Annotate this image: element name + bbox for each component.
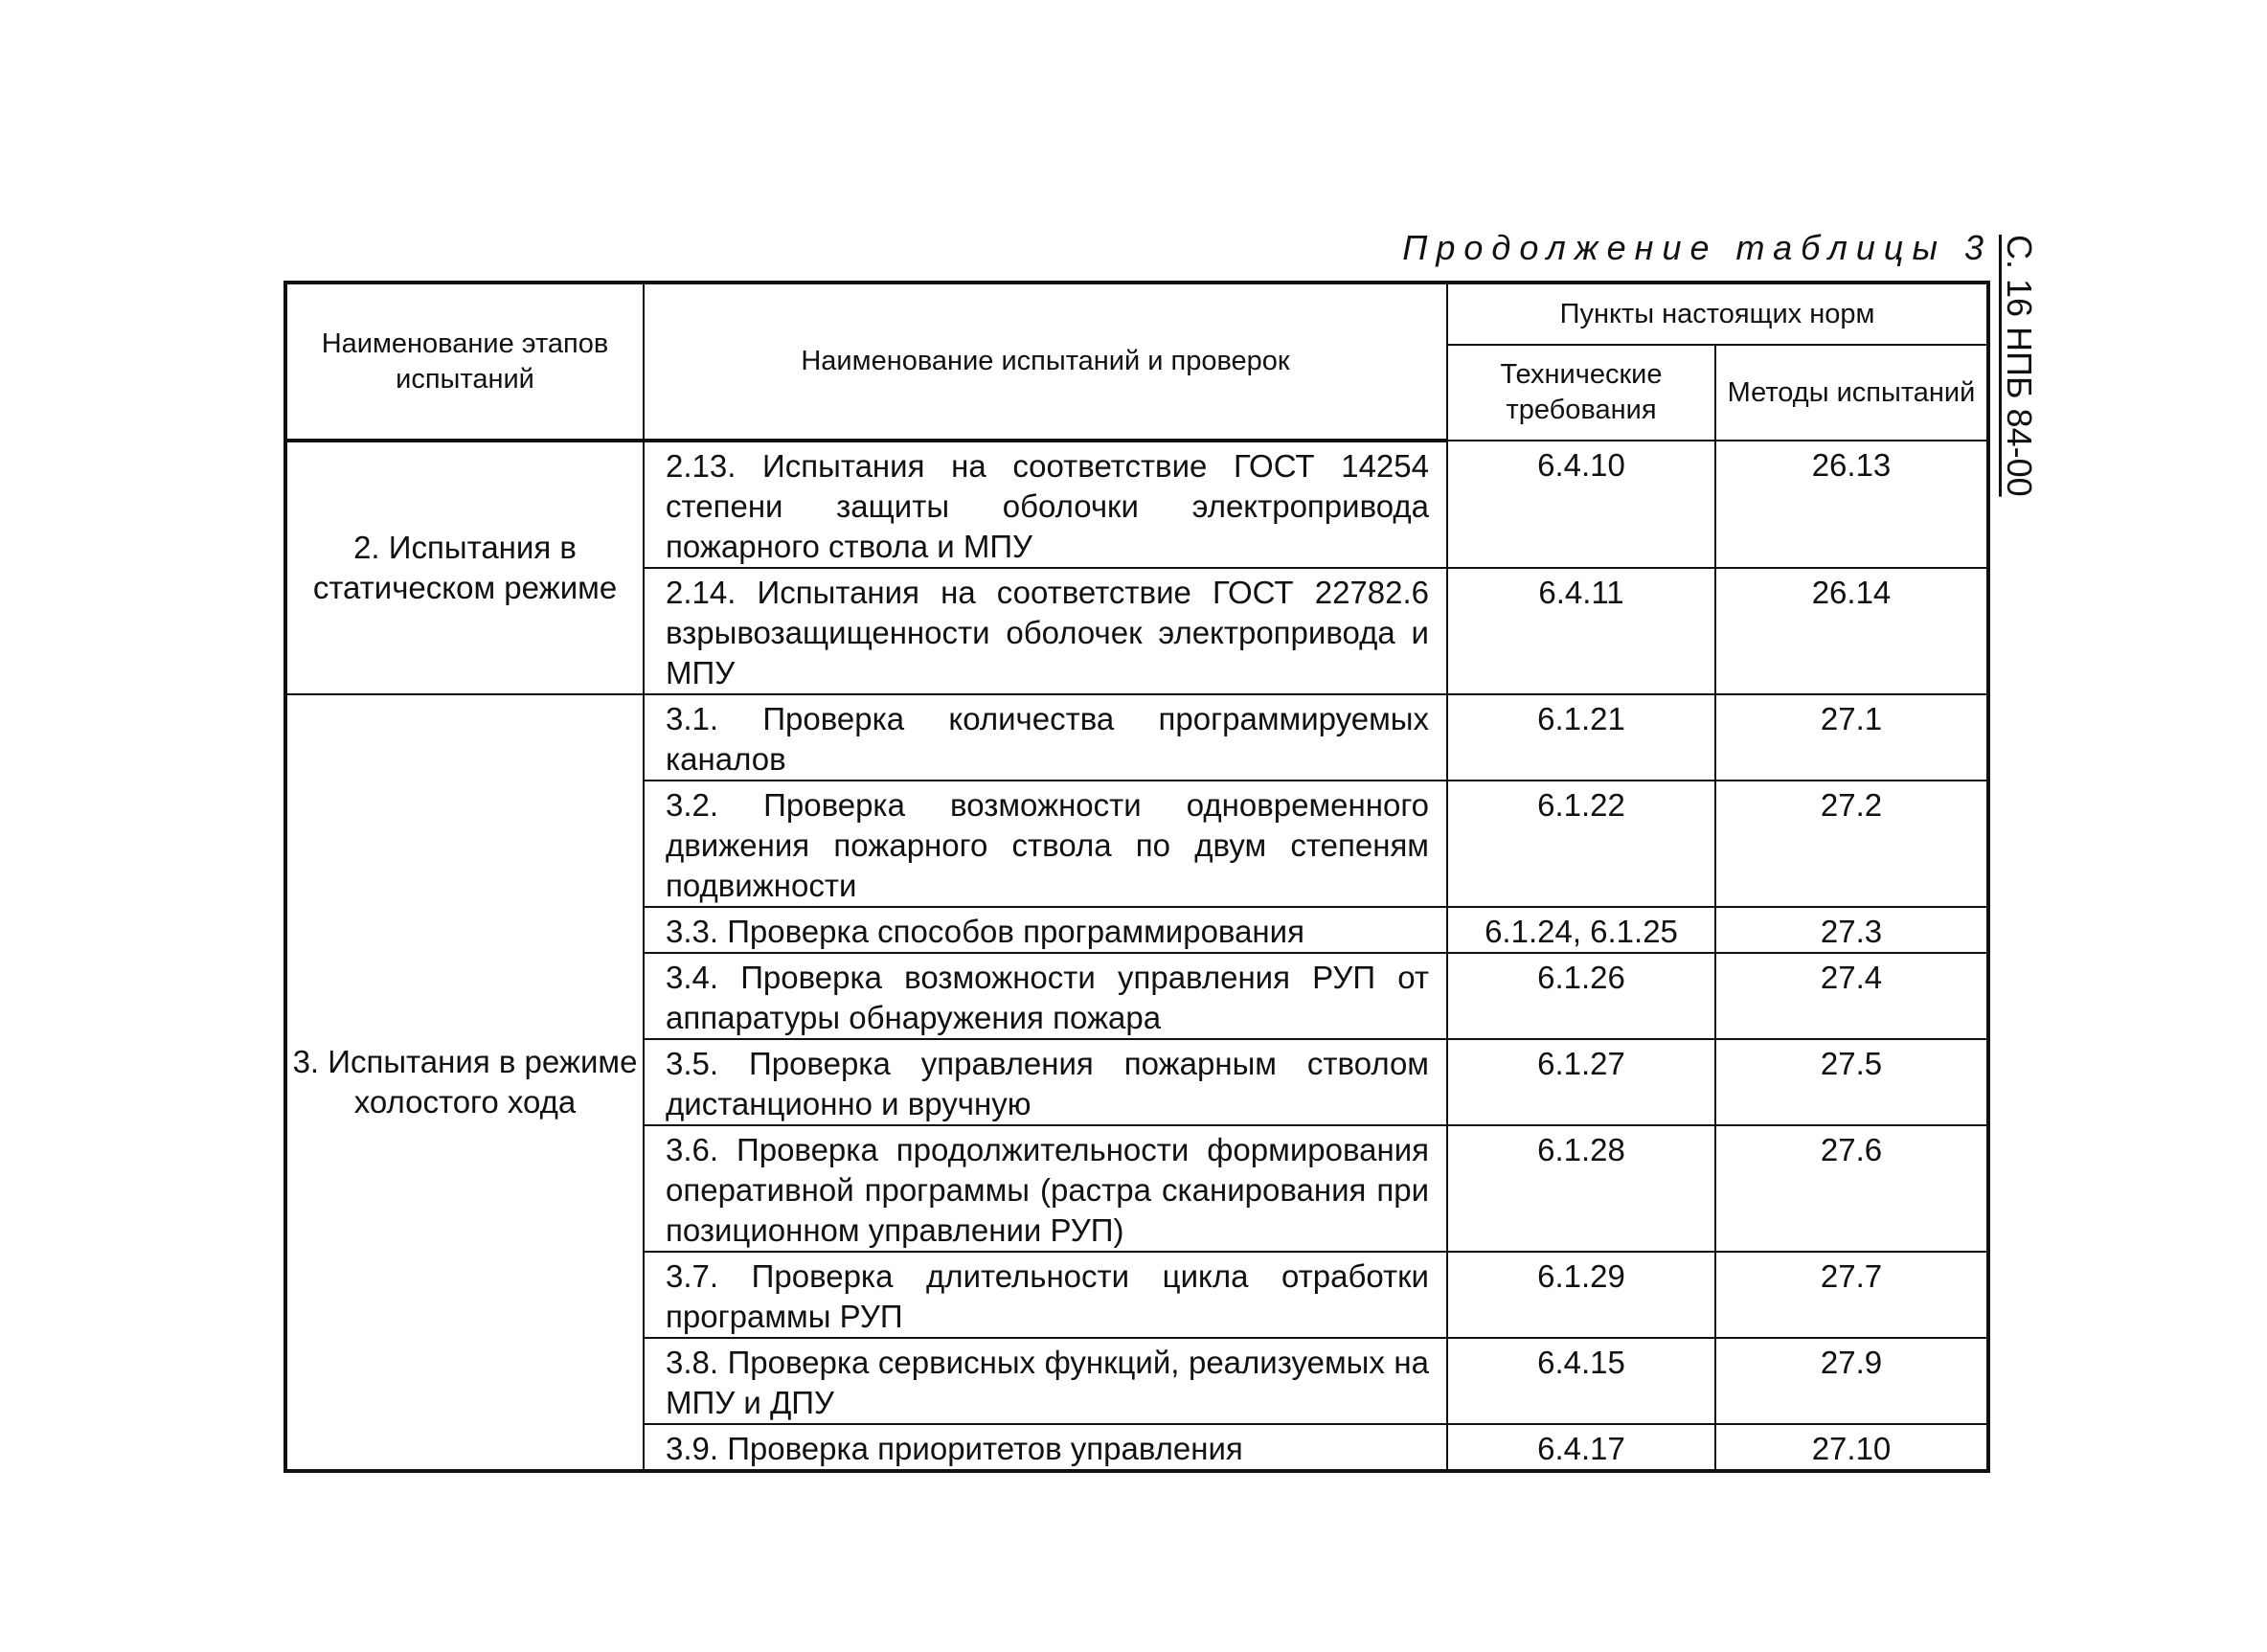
- test-method-cell: 26.14: [1715, 568, 1988, 694]
- tech-requirement-cell: 6.4.10: [1447, 441, 1715, 568]
- tests-table: [283, 281, 1990, 1473]
- tech-requirement-cell: 6.1.24, 6.1.25: [1447, 907, 1715, 953]
- test-method-cell: 27.10: [1715, 1424, 1988, 1471]
- test-method-cell: 27.9: [1715, 1338, 1988, 1424]
- test-name-cell: 3.3. Проверка способов программирования: [644, 907, 1447, 953]
- tech-requirement-cell: 6.4.17: [1447, 1424, 1715, 1471]
- tech-requirement-cell: 6.4.11: [1447, 568, 1715, 694]
- header-test-methods: Методы испытаний: [1715, 345, 1988, 441]
- test-name-cell: 3.7. Проверка длительности цикла отработки программы РУП: [644, 1252, 1447, 1338]
- page-header-vertical: [1993, 235, 2051, 541]
- header-tests: Наименование испытаний и проверок: [644, 283, 1447, 441]
- test-method-cell: 27.5: [1715, 1039, 1988, 1125]
- tech-requirement-cell: 6.1.26: [1447, 953, 1715, 1039]
- test-method-cell: 27.3: [1715, 907, 1988, 953]
- table-row: [285, 441, 1988, 568]
- tech-requirement-cell: 6.1.29: [1447, 1252, 1715, 1338]
- table-header: [285, 283, 1988, 441]
- table-row: [285, 694, 1988, 781]
- tech-requirement-cell: 6.1.28: [1447, 1125, 1715, 1252]
- test-method-cell: 26.13: [1715, 441, 1988, 568]
- table-caption: Продолжение таблицы 3: [1402, 228, 1992, 267]
- test-name-cell: 3.5. Проверка управления пожарным стволом дистанционно и вручную: [644, 1039, 1447, 1125]
- test-name-cell: 3.1. Проверка количества программируемых каналов: [644, 694, 1447, 781]
- test-name-cell: 3.4. Проверка возможности управления РУП от аппаратуры обнаружения пожара: [644, 953, 1447, 1039]
- test-method-cell: 27.1: [1715, 694, 1988, 781]
- tech-requirement-cell: 6.4.15: [1447, 1338, 1715, 1424]
- test-name-cell: 3.6. Проверка продолжительности формирования оперативной программы (растра сканирования при позиционном управлении РУП): [644, 1125, 1447, 1252]
- stage-cell: 2. Испытания в статическом режиме: [285, 441, 644, 694]
- tech-requirement-cell: 6.1.22: [1447, 781, 1715, 907]
- test-name-cell: 2.14. Испытания на соответствие ГОСТ 22782.6 взрывозащищенности оболочек электропривода и МПУ: [644, 568, 1447, 694]
- test-name-cell: 2.13. Испытания на соответствие ГОСТ 14254 степени защиты оболочки электропривода пожарного ствола и МПУ: [644, 441, 1447, 568]
- tech-requirement-cell: 6.1.21: [1447, 694, 1715, 781]
- header-norms-group: Пункты настоящих норм: [1447, 283, 1988, 345]
- header-tech-requirements: Технические требования: [1447, 345, 1715, 441]
- test-method-cell: 27.7: [1715, 1252, 1988, 1338]
- test-name-cell: 3.9. Проверка приоритетов управления: [644, 1424, 1447, 1471]
- test-name-cell: 3.8. Проверка сервисных функций, реализуемых на МПУ и ДПУ: [644, 1338, 1447, 1424]
- test-method-cell: 27.2: [1715, 781, 1988, 907]
- table-body: [285, 441, 1988, 1471]
- test-method-cell: 27.4: [1715, 953, 1988, 1039]
- stage-cell: 3. Испытания в режиме холостого хода: [285, 694, 644, 1471]
- page-number-label: С. 16 НПБ 84-00: [2000, 235, 2039, 497]
- tech-requirement-cell: 6.1.27: [1447, 1039, 1715, 1125]
- test-name-cell: 3.2. Проверка возможности одновременного движения пожарного ствола по двум степеням подвижности: [644, 781, 1447, 907]
- test-method-cell: 27.6: [1715, 1125, 1988, 1252]
- header-stage: Наименование этапов испытаний: [285, 283, 644, 441]
